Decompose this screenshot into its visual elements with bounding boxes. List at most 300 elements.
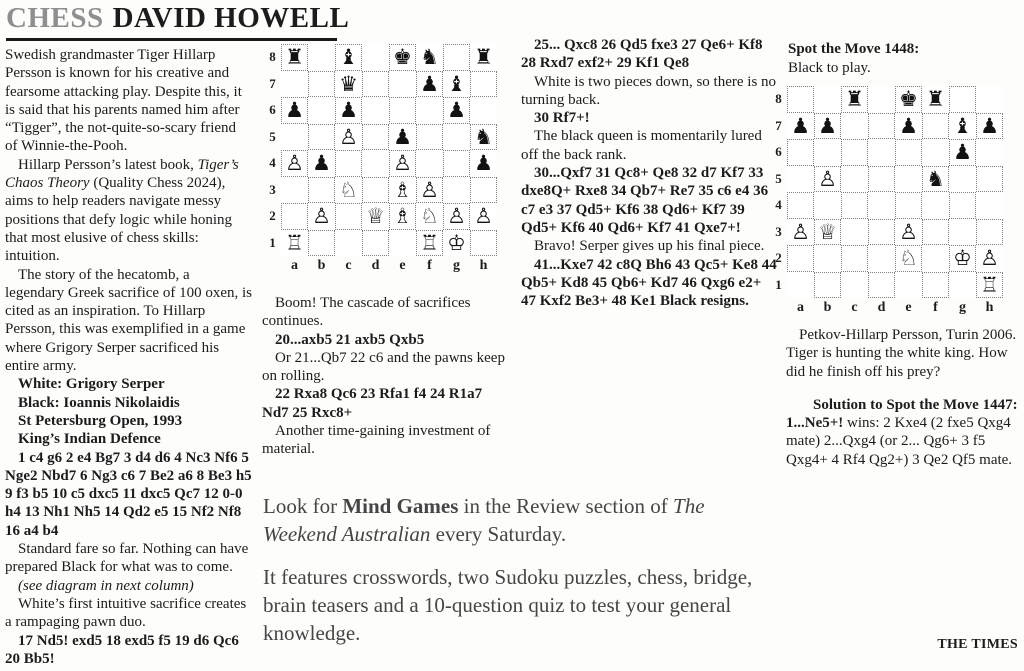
paragraph	[521, 164, 777, 237]
chess-piece-bp-icon: ♟	[899, 113, 918, 138]
board-square-d5	[362, 124, 389, 151]
paragraph	[5, 156, 252, 266]
board-square-c6	[335, 97, 362, 124]
chess-piece-bb-icon: ♝	[447, 71, 466, 96]
paragraph	[262, 349, 512, 386]
board-square-h7	[470, 71, 497, 98]
board-square-c8	[841, 86, 868, 113]
board-square-g5	[949, 166, 976, 193]
file-label: b	[317, 258, 326, 273]
board-square-a1	[281, 230, 308, 257]
text-run: 30...Qxf7 31 Qc8+ Qe8 32 d7 Kf7 33 dxe8Q+ Rxe8 34 Qb7+ Re7 35 c6 e4 36 c7 e3 37 Qd5+ Kf6 38 Qd6+ Kf7 39 Qd5+ Kf6 40 Qd6+ Kf7 41 Qxe7+!	[521, 165, 769, 236]
board-square-e3	[895, 219, 922, 246]
chess-piece-bb-icon: ♝	[953, 113, 972, 138]
board-square-h3	[470, 177, 497, 204]
rank-label: 6	[269, 102, 276, 118]
board-square-g6	[949, 139, 976, 166]
board-square-a8	[281, 44, 308, 71]
rank-label: 2	[775, 250, 782, 266]
board-square-d7	[362, 71, 389, 98]
paragraph	[262, 294, 512, 331]
file-label: b	[823, 300, 832, 315]
board-square-c3	[841, 219, 868, 246]
text-run: 25... Qxc8 26 Qd5 fxe3 27 Qe6+ Kf8 28 Rxd7 exf2+ 29 Kf1 Qe8	[521, 37, 763, 72]
board-square-c8	[335, 44, 362, 71]
board-square-b4	[308, 150, 335, 177]
masthead-kicker: CHESS	[6, 2, 104, 34]
chess-piece-wn-icon: ♘	[420, 204, 439, 229]
board-square-e7	[895, 113, 922, 140]
board-square-g6	[443, 97, 470, 124]
board-square-h4	[976, 192, 1003, 219]
chess-piece-bp-icon: ♟	[312, 151, 331, 176]
chess-piece-bp-icon: ♟	[980, 113, 999, 138]
file-label: e	[905, 300, 912, 315]
board-row	[264, 71, 497, 98]
text-run: Look for	[263, 494, 343, 518]
board-square-b8	[308, 44, 335, 71]
chess-piece-wp-icon: ♙	[980, 246, 999, 271]
chess-piece-wn-icon: ♘	[899, 246, 918, 271]
text-run: in the Review section of	[458, 494, 674, 518]
paragraph	[5, 595, 252, 632]
rank-label: 3	[269, 181, 276, 197]
text-run: Swedish grandmaster Tiger Hillarp Persson is known for his creative and fearsome attacking play. Despite this, it is said that his parents named him after “Tigger”, the not-quite-so-scary friend of Winnie-the-Pooh.	[5, 47, 242, 155]
chess-piece-wp-icon: ♙	[420, 177, 439, 202]
text-run: Or 21...Qb7 22 c6 and the pawns keep on rolling.	[262, 349, 505, 385]
rank-label: 6	[775, 144, 782, 160]
rank-label: 4	[775, 197, 782, 213]
board-square-h5	[470, 124, 497, 151]
paragraph	[5, 46, 252, 156]
text-run: Bravo! Serper gives up his final piece.	[534, 238, 765, 255]
board-square-g5	[443, 124, 470, 151]
text-run: (see diagram in next column)	[18, 577, 194, 594]
chess-diagram-game	[264, 44, 497, 276]
file-label: f	[933, 300, 938, 315]
board-square-f6	[416, 97, 443, 124]
file-label: a	[291, 258, 298, 273]
board-row	[770, 219, 1003, 246]
text-run: White is two pieces down, so there is no turning back.	[521, 73, 777, 108]
board-square-c2	[841, 245, 868, 272]
text-run: 22 Rxa8 Qc6 23 Rfa1 f4 24 R1a7 Nd7 25 Rxc8+	[262, 386, 483, 421]
chess-piece-wp-icon: ♙	[474, 204, 493, 229]
board-square-c4	[841, 192, 868, 219]
board-row	[264, 150, 497, 177]
board-square-e6	[895, 139, 922, 166]
board-square-e1	[389, 230, 416, 257]
chess-piece-wp-icon: ♙	[818, 166, 837, 191]
board-square-d2	[362, 203, 389, 230]
board-square-d1	[868, 272, 895, 299]
board-square-d1	[362, 230, 389, 257]
board-square-c7	[335, 71, 362, 98]
paragraph	[5, 449, 252, 540]
text-run: Solution to Spot the Move 1447:	[813, 396, 1018, 413]
text-run: Another time-gaining investment of material.	[262, 423, 491, 458]
rank-label: 8	[269, 49, 276, 65]
board-square-a2	[281, 203, 308, 230]
text-run: 17 Nd5! exd5 18 exd5 f5 19 d6 Qc6 20 Bb5!	[5, 632, 239, 667]
board-row	[264, 44, 497, 71]
text-run: 1 c4 g6 2 e4 Bg7 3 d4 d6 4 Nc3 Nf6 5 Nge2 Nbd7 6 Ng3 c6 7 Be2 a6 8 Be3 h5 9 f3 b5 10 c5 dxc5 11 dxc5 Qc7 12 0-0 h4 13 Nh1 Nh5 14 Qd2 e5 15 Nf2 Nf8 16 a4 b4	[5, 449, 252, 539]
board-square-g7	[443, 71, 470, 98]
board-square-g7	[949, 113, 976, 140]
file-label: h	[985, 300, 994, 315]
board-square-a4	[281, 150, 308, 177]
board-square-e5	[389, 124, 416, 151]
rank-label: 4	[269, 155, 276, 171]
chess-piece-bp-icon: ♟	[393, 124, 412, 149]
board-square-h1	[976, 272, 1003, 299]
paragraph	[521, 36, 777, 73]
paragraph	[786, 326, 1024, 381]
rank-label: 5	[269, 128, 276, 144]
chess-piece-wp-icon: ♙	[312, 204, 331, 229]
chess-piece-wn-icon: ♘	[339, 177, 358, 202]
board-square-f6	[922, 139, 949, 166]
board-square-a2	[787, 245, 814, 272]
text-run: It features crosswords, two Sudoku puzzles, chess, bridge, brain teasers and a 10-question quiz to test your general knowledge.	[263, 565, 753, 645]
text-run: Petkov-Hillarp Persson, Turin 2006. Tiger is hunting the white king. How did he finish off his prey?	[786, 327, 1017, 380]
board-square-c5	[335, 124, 362, 151]
rank-label: 3	[775, 223, 782, 239]
paragraph	[263, 492, 755, 548]
chess-piece-wp-icon: ♙	[791, 219, 810, 244]
board-square-a8	[787, 86, 814, 113]
rank-label: 5	[775, 170, 782, 186]
puzzle-subtitle: Black to play.	[788, 59, 871, 76]
board-square-h8	[976, 86, 1003, 113]
board-square-h6	[470, 97, 497, 124]
puzzle-title: Spot the Move 1448:	[788, 41, 920, 57]
chess-piece-bn-icon: ♞	[926, 166, 945, 191]
text-run: every Saturday.	[430, 522, 567, 546]
board-row	[770, 113, 1003, 140]
board-square-g4	[443, 150, 470, 177]
board-square-d6	[868, 139, 895, 166]
paragraph	[521, 256, 777, 311]
file-label: d	[371, 258, 380, 273]
chess-piece-wq-icon: ♕	[366, 204, 385, 229]
board-square-f4	[922, 192, 949, 219]
paragraph	[521, 237, 777, 255]
board-square-e5	[895, 166, 922, 193]
board-square-d2	[868, 245, 895, 272]
paragraph	[786, 396, 1024, 414]
board-square-f3	[922, 219, 949, 246]
board-square-a5	[787, 166, 814, 193]
chess-piece-wr-icon: ♖	[285, 230, 304, 255]
board-square-a5	[281, 124, 308, 151]
board-square-c1	[841, 272, 868, 299]
board-square-d7	[868, 113, 895, 140]
chess-piece-wr-icon: ♖	[980, 272, 999, 297]
board-square-f2	[922, 245, 949, 272]
board-square-d8	[362, 44, 389, 71]
text-run: Hillarp Persson’s latest book,	[18, 156, 198, 173]
board-square-h8	[470, 44, 497, 71]
file-label: c	[851, 300, 858, 315]
paragraph	[262, 422, 512, 459]
chess-piece-bp-icon: ♟	[420, 71, 439, 96]
chess-piece-bn-icon: ♞	[420, 45, 439, 70]
chess-piece-br-icon: ♜	[845, 87, 864, 112]
paragraph	[521, 73, 777, 110]
text-run: (Quality Chess 2024), aims to help readers navigate messy positions that defy logic while honing that most elusive of chess skills: intuition.	[5, 175, 233, 265]
file-label: e	[399, 258, 406, 273]
board-square-g2	[949, 245, 976, 272]
board-square-b4	[814, 192, 841, 219]
board-square-d3	[362, 177, 389, 204]
puzzle-heading	[788, 40, 1022, 77]
board-square-c5	[841, 166, 868, 193]
chess-piece-wr-icon: ♖	[420, 230, 439, 255]
board-square-f4	[416, 150, 443, 177]
board-row	[264, 124, 497, 151]
chess-piece-bk-icon: ♚	[393, 45, 412, 70]
board-square-g8	[949, 86, 976, 113]
chess-piece-bp-icon: ♟	[818, 113, 837, 138]
text-run: The Weekend Australian	[263, 494, 705, 546]
board-square-b7	[308, 71, 335, 98]
text-run: Mind Games	[342, 494, 459, 518]
chess-piece-wb-icon: ♗	[393, 204, 412, 229]
text-run: The story of the hecatomb, a legendary Greek sacrifice of 100 oxen, is cited as an inspiration. To Hillarp Persson, this was exemplified in a game where Grigory Serper sacrificed his entire army.	[5, 266, 252, 375]
text-run: White: Grigory Serper	[18, 376, 165, 393]
board-square-f8	[922, 86, 949, 113]
text-run: wins: 2 Kxe4 (2 fxe5 Qxg4 mate) 2...Qxg4 (or 2... Qg6+ 3 f5 Qxg4+ 4 Rf4 Qg2+) 3 Qe2 Qf5 mate.	[786, 415, 1013, 468]
paragraph	[5, 375, 252, 393]
board-square-b1	[814, 272, 841, 299]
paragraph	[5, 540, 252, 577]
board-square-h6	[976, 139, 1003, 166]
board-square-f7	[922, 113, 949, 140]
board-square-a7	[787, 113, 814, 140]
chess-piece-wp-icon: ♙	[339, 124, 358, 149]
board-square-e8	[895, 86, 922, 113]
chess-piece-br-icon: ♜	[285, 45, 304, 70]
paragraph	[786, 414, 1024, 469]
paragraph	[262, 331, 512, 349]
board-square-b5	[814, 166, 841, 193]
paragraph	[263, 563, 755, 647]
text-run: 20...axb5 21 axb5 Qxb5	[275, 331, 425, 348]
text-run: St Petersburg Open, 1993	[18, 412, 183, 429]
chess-piece-bp-icon: ♟	[953, 140, 972, 165]
board-row	[264, 203, 497, 230]
board-row	[264, 177, 497, 204]
board-square-e8	[389, 44, 416, 71]
chess-piece-bq-icon: ♛	[339, 71, 358, 96]
file-labels-row	[264, 256, 497, 276]
board-row	[770, 245, 1003, 272]
board-square-e6	[389, 97, 416, 124]
board-square-b3	[308, 177, 335, 204]
file-label: d	[877, 300, 886, 315]
chess-piece-bn-icon: ♞	[474, 124, 493, 149]
board-square-f5	[416, 124, 443, 151]
board-square-c3	[335, 177, 362, 204]
board-row	[770, 192, 1003, 219]
chess-piece-br-icon: ♜	[474, 45, 493, 70]
chess-piece-bp-icon: ♟	[285, 98, 304, 123]
chess-piece-bp-icon: ♟	[791, 113, 810, 138]
column-1-article-text	[5, 46, 252, 668]
paragraph	[5, 412, 252, 430]
chess-piece-wk-icon: ♔	[953, 246, 972, 271]
chess-piece-wb-icon: ♗	[393, 177, 412, 202]
file-label: g	[453, 258, 460, 273]
board-square-e2	[389, 203, 416, 230]
text-run: 41...Kxe7 42 c8Q Bh6 43 Qc5+ Ke8 44 Qb5+ Kd8 45 Qb6+ Kd7 46 Qxg6 e2+ 47 Kxf2 Be3+ 48 Ke1 Black resigns.	[521, 256, 777, 310]
board-square-h2	[470, 203, 497, 230]
board-square-f3	[416, 177, 443, 204]
text-run: Standard fare so far. Nothing can have prepared Black for what was to come.	[5, 541, 249, 576]
board-square-d4	[868, 192, 895, 219]
board-square-b2	[814, 245, 841, 272]
board-square-d6	[362, 97, 389, 124]
board-square-c4	[335, 150, 362, 177]
file-label: a	[797, 300, 804, 315]
rank-label: 1	[269, 234, 276, 250]
board-square-g8	[443, 44, 470, 71]
board-square-h2	[976, 245, 1003, 272]
chess-piece-wp-icon: ♙	[447, 204, 466, 229]
chess-piece-bp-icon: ♟	[447, 98, 466, 123]
chess-piece-bp-icon: ♟	[339, 98, 358, 123]
board-square-f2	[416, 203, 443, 230]
board-row	[770, 272, 1003, 299]
board-row	[770, 166, 1003, 193]
board-square-c1	[335, 230, 362, 257]
board-square-b5	[308, 124, 335, 151]
paragraph	[5, 430, 252, 448]
file-label: c	[345, 258, 352, 273]
board-square-g1	[949, 272, 976, 299]
chess-piece-bk-icon: ♚	[899, 87, 918, 112]
board-square-g1	[443, 230, 470, 257]
chess-piece-bp-icon: ♟	[474, 151, 493, 176]
board-square-f1	[416, 230, 443, 257]
file-label: f	[427, 258, 432, 273]
paragraph	[5, 394, 252, 412]
file-label: h	[479, 258, 488, 273]
paragraph	[262, 385, 512, 422]
board-square-e4	[389, 150, 416, 177]
paragraph	[521, 109, 777, 127]
board-square-f7	[416, 71, 443, 98]
text-run: The black queen is momentarily lured off the back rank.	[521, 128, 762, 163]
chess-piece-wp-icon: ♙	[393, 151, 412, 176]
text-run: Tiger’s Chaos Theory	[5, 156, 239, 192]
rank-label: 8	[775, 91, 782, 107]
column-4-article-text	[786, 326, 1024, 469]
board-square-d5	[868, 166, 895, 193]
board-square-f8	[416, 44, 443, 71]
board-square-c7	[841, 113, 868, 140]
board-square-e2	[895, 245, 922, 272]
masthead	[6, 2, 350, 41]
board-square-g4	[949, 192, 976, 219]
column-3-article-text	[521, 36, 777, 310]
paragraph	[5, 632, 252, 669]
board-square-b3	[814, 219, 841, 246]
rank-label: 7	[775, 117, 782, 133]
rank-label: 7	[269, 75, 276, 91]
board-square-a7	[281, 71, 308, 98]
board-square-e7	[389, 71, 416, 98]
board-square-c2	[335, 203, 362, 230]
board-square-b1	[308, 230, 335, 257]
board-row	[264, 97, 497, 124]
text-run: Boom! The cascade of sacrifices continues.	[262, 295, 471, 330]
chess-diagram-puzzle	[770, 86, 1003, 318]
board-square-g3	[949, 219, 976, 246]
board-square-e3	[389, 177, 416, 204]
paragraph	[521, 127, 777, 164]
chess-piece-br-icon: ♜	[926, 87, 945, 112]
board-square-b2	[308, 203, 335, 230]
board-square-b8	[814, 86, 841, 113]
text-run: 30 Rf7+!	[534, 110, 590, 127]
board-square-d4	[362, 150, 389, 177]
chess-piece-wp-icon: ♙	[899, 219, 918, 244]
board-square-b7	[814, 113, 841, 140]
text-run: Black: Ioannis Nikolaidis	[18, 394, 180, 411]
board-square-g2	[443, 203, 470, 230]
board-square-a6	[281, 97, 308, 124]
board-square-e4	[895, 192, 922, 219]
board-square-e1	[895, 272, 922, 299]
board-square-h7	[976, 113, 1003, 140]
board-square-f1	[922, 272, 949, 299]
board-square-a6	[787, 139, 814, 166]
board-square-h3	[976, 219, 1003, 246]
board-square-h1	[470, 230, 497, 257]
board-square-a3	[281, 177, 308, 204]
file-labels-row	[770, 298, 1003, 318]
file-labels-spacer	[264, 256, 281, 276]
board-square-h5	[976, 166, 1003, 193]
paragraph	[5, 577, 252, 595]
board-row	[770, 86, 1003, 113]
file-labels-spacer	[770, 298, 787, 318]
chess-piece-wk-icon: ♔	[447, 230, 466, 255]
chess-piece-bb-icon: ♝	[339, 45, 358, 70]
board-square-c6	[841, 139, 868, 166]
board-square-h4	[470, 150, 497, 177]
rank-label: 2	[269, 208, 276, 224]
board-square-g3	[443, 177, 470, 204]
file-label: g	[959, 300, 966, 315]
text-run: 1...Ne5+!	[786, 415, 844, 432]
board-row	[770, 139, 1003, 166]
masthead-author: DAVID HOWELL	[112, 2, 350, 34]
board-square-d3	[868, 219, 895, 246]
chess-piece-wp-icon: ♙	[285, 151, 304, 176]
board-square-d8	[868, 86, 895, 113]
board-square-a3	[787, 219, 814, 246]
column-2-article-text	[262, 294, 512, 459]
text-run: White’s first intuitive sacrifice creates a rampaging pawn duo.	[5, 595, 247, 631]
promo-text	[263, 492, 755, 647]
board-square-a4	[787, 192, 814, 219]
publication-brand: THE TIMES	[937, 637, 1018, 652]
board-square-a1	[787, 272, 814, 299]
paragraph	[5, 266, 252, 376]
